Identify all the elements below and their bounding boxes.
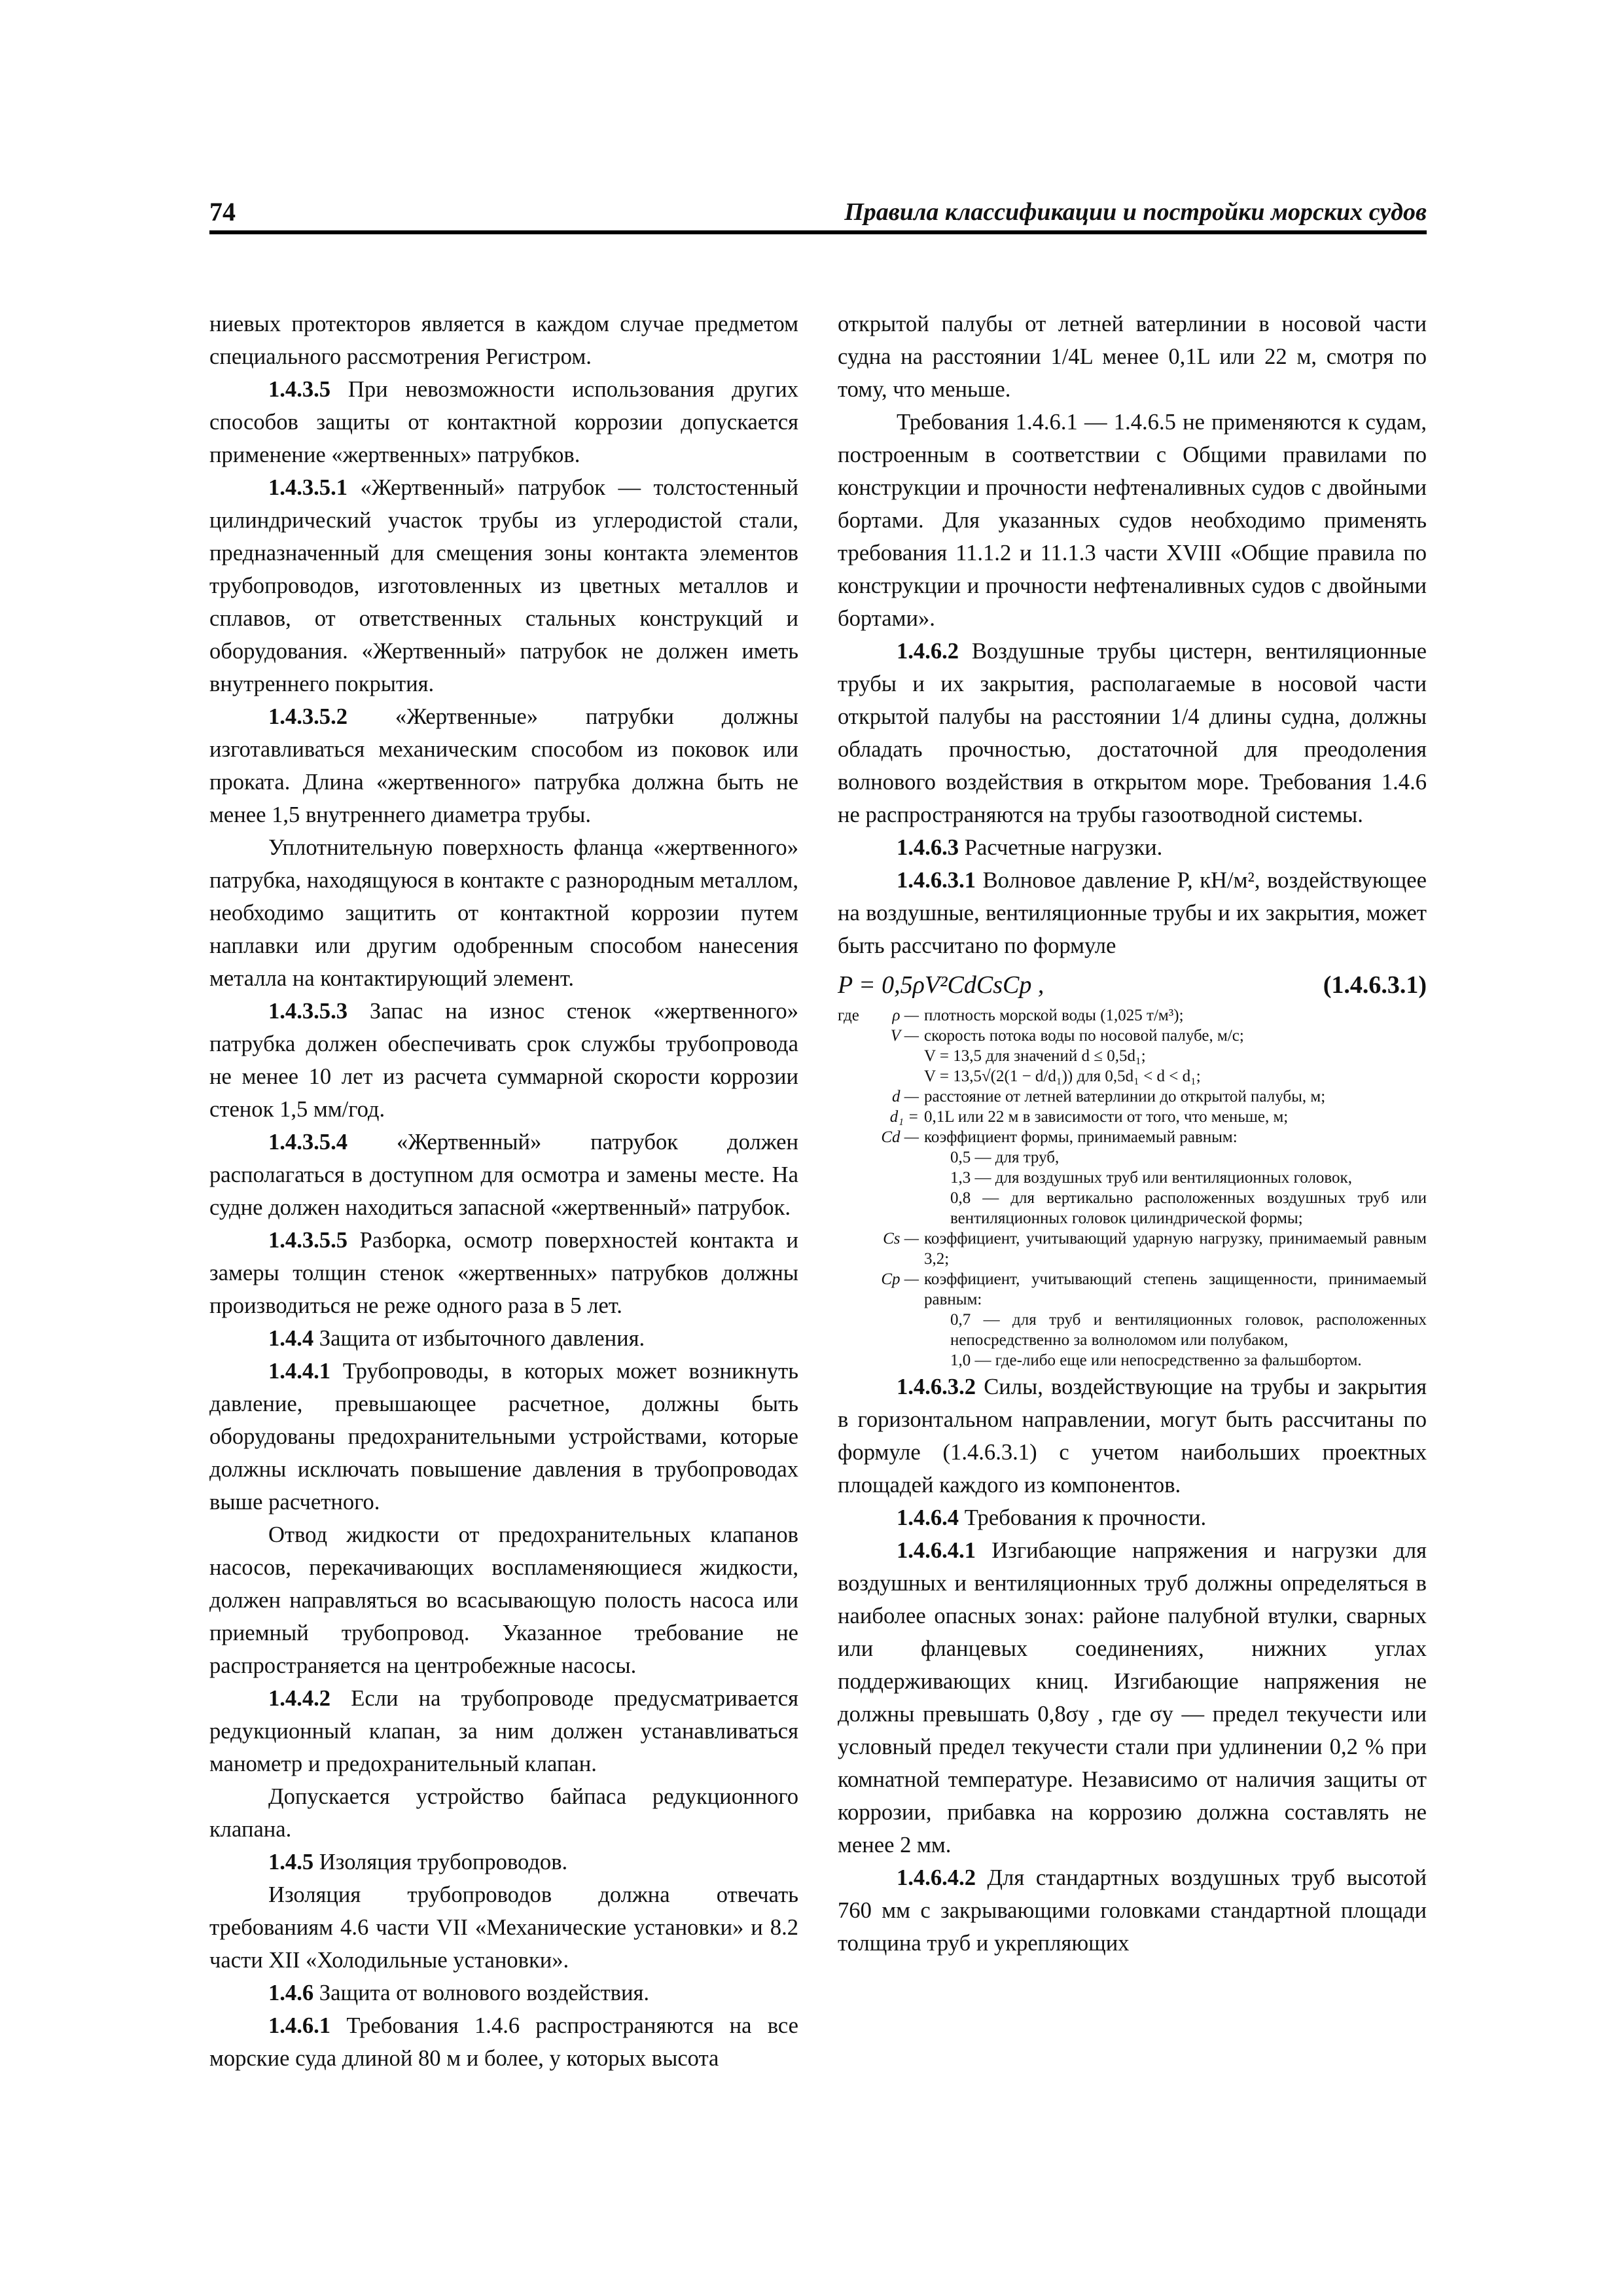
left-column (209, 308, 798, 2075)
section-number: 1.4.3.5 (268, 377, 331, 402)
legend-text: 0,1L или 22 м в зависимости от того, что меньше, м; (924, 1108, 1289, 1126)
section-number: 1.4.3.5.4 (268, 1130, 348, 1155)
legend-gutter (838, 1269, 877, 1310)
paragraph-text: открытой палубы от летней ватерлинии в носовой части судна на расстоянии 1/4L менее 0,1L или 22 м, смотря по тому, что меньше. (838, 312, 1427, 402)
legend-gutter (838, 1229, 877, 1269)
legend-symbol: Cd — (881, 1128, 919, 1146)
paragraph (209, 831, 798, 995)
legend-subitem: V = 13,5√(2(1 − d/d₁)) для 0,5d₁ < d < d₁; (924, 1067, 1201, 1085)
legend-text: коэффициент, учитывающий ударную нагрузку, принимаемый равным 3,2; (924, 1230, 1427, 1268)
paragraph-text: Если на трубопроводе предусматривается редукционный клапан, за ним должен устанавливаться манометр и предохранительный клапан. (209, 1686, 798, 1776)
paragraph-text: ниевых протекторов является в каждом случае предметом специального рассмотрения Регистром. (209, 312, 798, 369)
paragraph-text: Допускается устройство байпаса редукционного клапана. (209, 1784, 798, 1842)
section-number: 1.4.6 (268, 1981, 314, 2005)
paragraph-text: «Жертвенные» патрубки должны изготавливаться механическим способом из поковок или проката. Длина «жертвенного» патрубка должна быть не менее 1,5 внутреннего диаметра трубы. (209, 704, 798, 827)
legend-symbol: ρ — (892, 1007, 919, 1024)
legend-subitem: V = 13,5 для значений d ≤ 0,5d₁; (924, 1047, 1146, 1065)
paragraph-text: «Жертвенный» патрубок должен располагаться в доступном для осмотра и замены месте. На судне должен находиться запасной «жертвенный» патрубок. (209, 1130, 798, 1220)
legend-text: коэффициент, учитывающий степень защищенности, принимаемый равным: (924, 1270, 1427, 1308)
paragraph-text: Изоляция трубопроводов должна отвечать требованиям 4.6 части VII «Механические установки» и 8.2 части XII «Холодильные установки». (209, 1882, 798, 1973)
paragraph (209, 1682, 798, 1780)
legend-symbol: d — (892, 1088, 919, 1105)
paragraph (209, 1224, 798, 1322)
right-column-top (838, 308, 1427, 962)
paragraph (209, 2009, 798, 2075)
paragraph (209, 1780, 798, 1846)
paragraph-text: Требования 1.4.6 распространяются на все морские суда длиной 80 м и более, у которых высота (209, 2013, 798, 2071)
paragraph (838, 308, 1427, 406)
paragraph (838, 1861, 1427, 1960)
legend-symbol: Cp — (881, 1270, 919, 1288)
legend-symbol: Cs — (883, 1230, 919, 1247)
section-number: 1.4.6.3.1 (897, 868, 976, 893)
paragraph (209, 1518, 798, 1682)
running-title: Правила классификации и постройки морских судов (844, 198, 1427, 226)
legend-symbol: V — (890, 1027, 919, 1045)
paragraph (838, 1501, 1427, 1534)
legend-text: коэффициент формы, принимаемый равным: (924, 1128, 1238, 1146)
section-number: 1.4.3.5.2 (268, 704, 348, 729)
legend-text: расстояние от летней ватерлинии до открытой палубы, м; (924, 1088, 1326, 1105)
legend-subitem: 1,0 — где-либо еще или непосредственно за фальшбортом. (950, 1352, 1362, 1369)
paragraph (209, 1846, 798, 1878)
formula-number: (1.4.6.3.1) (1323, 971, 1427, 999)
section-number: 1.4.6.4 (897, 1505, 959, 1530)
header-rule (209, 230, 1427, 234)
paragraph-text: Требования 1.4.6.1 — 1.4.6.5 не применяются к судам, построенным в соответствии с Общими правилами по конструкции и прочности нефтеналивных судов с двойными бортами. Для указанных судов необходимо применять требования 11.1.2 и 11.1.3 части XVIII «Общие правила по конструкции и прочности нефтеналивных судов с двойными бортами». (838, 410, 1427, 631)
legend-where-label: где (838, 1007, 859, 1024)
section-number: 1.4.6.3 (897, 835, 959, 860)
paragraph (209, 373, 798, 471)
section-number: 1.4.6.3.2 (897, 1374, 976, 1399)
legend-subitem: 1,3 — для воздушных труб или вентиляционных головок, (950, 1169, 1352, 1187)
paragraph-text: Разборка, осмотр поверхностей контакта и замеры толщин стенок «жертвенных» патрубков должны производиться не реже одного раза в 5 лет. (209, 1228, 798, 1318)
paragraph (209, 1977, 798, 2009)
formula-legend (838, 1005, 1427, 1371)
section-number: 1.4.4 (268, 1326, 314, 1351)
paragraph (838, 831, 1427, 864)
paragraph-text: «Жертвенный» патрубок — толстостенный цилиндрический участок трубы из углеродистой стали, предназначенный для смещения зоны контакта элементов трубопроводов, изготовленных из цветных металлов и сплавов, от ответственных стальных конструкций и оборудования. «Жертвенный» патрубок не должен иметь внутреннего покрытия. (209, 475, 798, 696)
paragraph-text: Для стандартных воздушных труб высотой 760 мм с закрывающими головками стандартной площади толщина труб и укрепляющих (838, 1865, 1427, 1956)
paragraph-text: Изгибающие напряжения и нагрузки для воздушных и вентиляционных труб должны определяться в наиболее опасных зонах: районе палубной втулки, сварных или фланцевых соединениях, нижних углах поддерживающих книц. Изгибающие напряжения не должны превышать 0,8σy , где σy — предел текучести или условный предел текучести стали при удлинении 0,2 % при комнатной температуре. Независимо от наличия защиты от коррозии, прибавка на коррозию должна составлять не менее 2 мм. (838, 1538, 1427, 1857)
legend-text: скорость потока воды по носовой палубе, м/с; (924, 1027, 1244, 1045)
paragraph (838, 406, 1427, 635)
formula-block (838, 969, 1427, 1001)
paragraph-text: Защита от избыточного давления. (313, 1326, 645, 1351)
paragraph-text: Трубопроводы, в которых может возникнуть давление, превышающее расчетное, должны быть оборудованы предохранительными устройствами, которые должны исключать повышение давления в трубопроводах выше расчетного. (209, 1359, 798, 1515)
paragraph-text: Силы, воздействующие на трубы и закрытия в горизонтальном направлении, могут быть рассчитаны по формуле (1.4.6.3.1) с учетом наибольших проектных площадей каждого из компонентов. (838, 1374, 1427, 1498)
legend-gutter (838, 1127, 877, 1147)
right-column (838, 308, 1427, 1960)
section-number: 1.4.5 (268, 1850, 314, 1874)
paragraph-text: Защита от волнового воздействия. (313, 1981, 650, 2005)
right-column-bottom (838, 1371, 1427, 1960)
paragraph-text: Изоляция трубопроводов. (313, 1850, 568, 1874)
legend-gutter (838, 1107, 877, 1127)
section-number: 1.4.6.1 (268, 2013, 331, 2038)
legend-gutter (838, 1086, 877, 1107)
paragraph (838, 635, 1427, 831)
legend-subitem: 0,8 — для вертикально расположенных воздушных труб или вентиляционных головок цилиндрической формы; (950, 1189, 1427, 1227)
paragraph (838, 1534, 1427, 1861)
paragraph (209, 1878, 798, 1977)
paragraph (838, 864, 1427, 962)
paragraph-text: Воздушные трубы цистерн, вентиляционные трубы и их закрытия, располагаемые в носовой части открытой палубы на расстоянии 1/4 длины судна, должны обладать прочностью, достаточной для преодоления волнового воздействия в открытом море. Требования 1.4.6 не распространяются на трубы газоотводной системы. (838, 639, 1427, 827)
paragraph (209, 1355, 798, 1518)
paragraph-text: Требования к прочности. (959, 1505, 1207, 1530)
paragraph (209, 995, 798, 1126)
legend-symbol: d₁ = (889, 1108, 919, 1126)
paragraph-text: Уплотнительную поверхность фланца «жертвенного» патрубка, находящуюся в контакте с разнородным металлом, необходимо защитить от контактной коррозии путем наплавки или другим одобренным способом нанесения металла на контактирующий элемент. (209, 835, 798, 991)
paragraph-text: Отвод жидкости от предохранительных клапанов насосов, перекачивающих воспламеняющиеся жидкости, должен направляться во всасывающую полость насоса или приемный трубопровод. Указанное требование не распространяется на центробежные насосы. (209, 1522, 798, 1678)
legend-subitem: 0,5 — для труб, (950, 1149, 1060, 1166)
paragraph (838, 1371, 1427, 1501)
paragraph (209, 700, 798, 831)
legend-text: плотность морской воды (1,025 т/м³); (924, 1007, 1184, 1024)
legend-subitem: 0,7 — для труб и вентиляционных головок, расположенных непосредственно за волноломом или полубаком, (950, 1311, 1427, 1349)
section-number: 1.4.6.2 (897, 639, 959, 664)
section-number: 1.4.4.1 (268, 1359, 331, 1384)
page-number: 74 (209, 197, 236, 226)
section-number: 1.4.6.4.1 (897, 1538, 976, 1563)
paragraph (209, 1126, 798, 1224)
paragraph-text: При невозможности использования других способов защиты от контактной коррозии допускается применение «жертвенных» патрубков. (209, 377, 798, 467)
paragraph (209, 1322, 798, 1355)
section-number: 1.4.3.5.3 (268, 999, 348, 1024)
paragraph-text: Расчетные нагрузки. (959, 835, 1163, 860)
paragraph (209, 308, 798, 373)
section-number: 1.4.3.5.1 (268, 475, 348, 500)
paragraph-text: Волновое давление P, кН/м², воздействующее на воздушные, вентиляционные трубы и их закрытия, может быть рассчитано по формуле (838, 868, 1427, 958)
paragraph (209, 471, 798, 700)
section-number: 1.4.3.5.5 (268, 1228, 348, 1253)
section-number: 1.4.4.2 (268, 1686, 331, 1711)
paragraph-text: Запас на износ стенок «жертвенного» патрубка должен обеспечивать срок службы трубопровода не менее 10 лет из расчета суммарной скорости коррозии стенок 1,5 мм/год. (209, 999, 798, 1122)
formula-expression: P = 0,5ρV²CdCsCp , (838, 971, 1044, 999)
legend-gutter (838, 1026, 877, 1046)
section-number: 1.4.6.4.2 (897, 1865, 976, 1890)
